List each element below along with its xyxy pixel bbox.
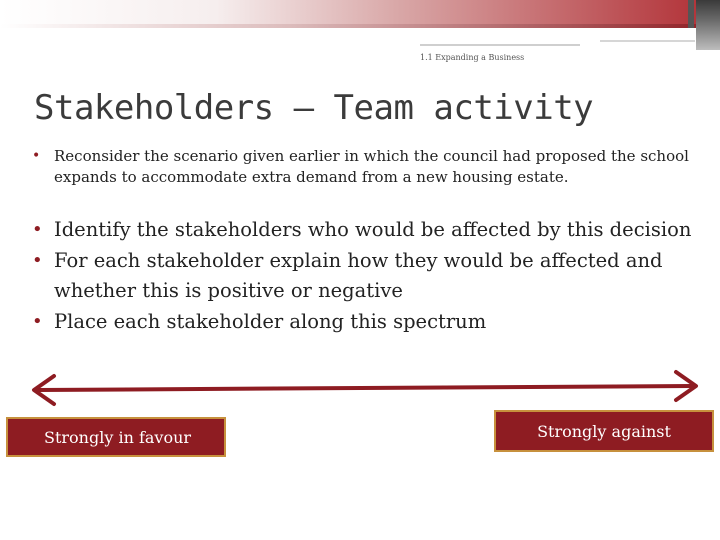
bullet-text: For each stakeholder explain how they would be affected and whether this is positive or negative — [54, 248, 663, 302]
list-item — [32, 215, 712, 246]
header-note: 1.1 Expanding a Business — [420, 53, 525, 62]
strongly-in-favour-label: Strongly in favour — [44, 427, 192, 447]
slide-title: Stakeholders – Team activity — [34, 88, 594, 128]
intro-bullet — [32, 146, 692, 188]
header-divider-right — [600, 40, 695, 42]
bullet-list — [32, 215, 712, 337]
list-item — [32, 307, 712, 338]
spectrum-arrow — [20, 368, 710, 408]
strongly-in-favour-box — [6, 417, 226, 457]
spectrum-line — [38, 386, 692, 390]
top-decorative-stripe — [0, 24, 720, 28]
strongly-against-label: Strongly against — [537, 421, 671, 441]
intro-paragraph — [32, 146, 692, 188]
strongly-against-box — [494, 410, 714, 452]
list-item — [32, 246, 712, 307]
intro-text: Reconsider the scenario given earlier in which the council had proposed the school expands to accommodate extra demand from a new housing estate. — [54, 147, 689, 186]
bullet-text: Place each stakeholder along this spectrum — [54, 309, 487, 333]
header-divider — [420, 44, 580, 46]
corner-decoration-bar — [688, 0, 694, 28]
bullet-icon: • — [32, 219, 43, 240]
bullet-text: Identify the stakeholders who would be affected by this decision — [54, 218, 692, 241]
corner-decoration — [696, 0, 720, 50]
top-decorative-band — [0, 0, 720, 24]
bullet-icon: • — [32, 249, 43, 271]
bullet-icon: • — [32, 148, 41, 164]
bullet-icon: • — [32, 310, 43, 332]
